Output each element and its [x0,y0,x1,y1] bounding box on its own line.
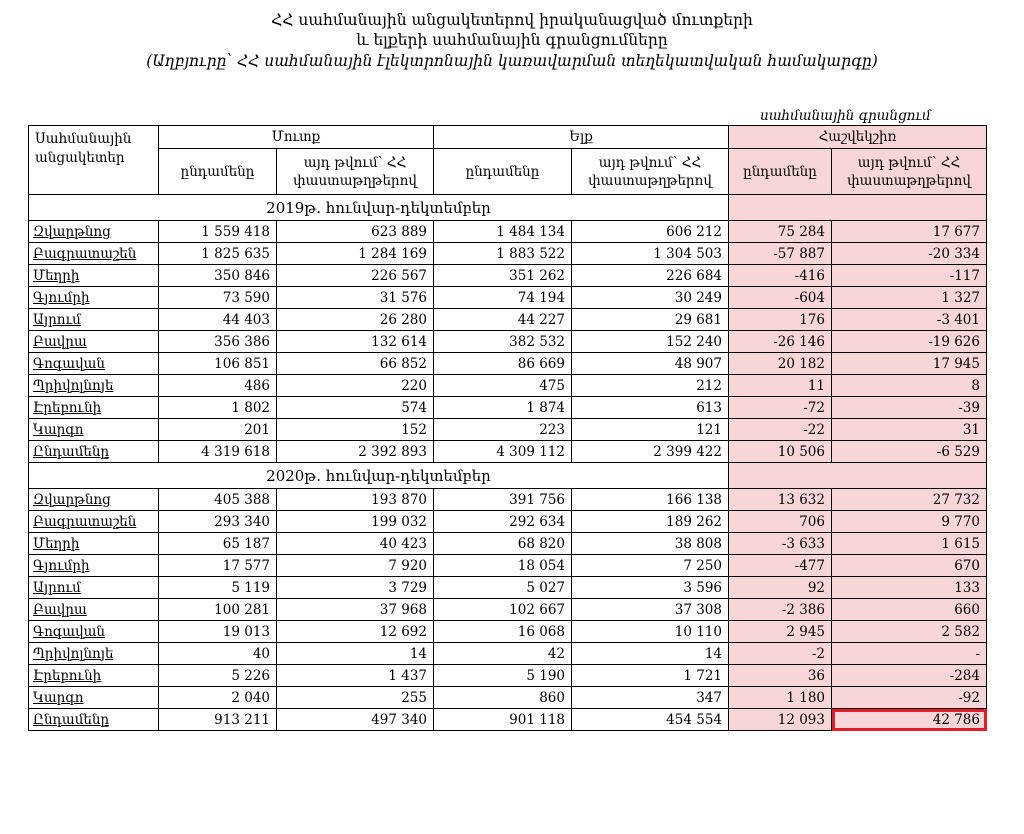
document-source-line: (Աղբյուրը՝ ՀՀ սահմանային էլեկտրոնային կառավարման տեղեկատվական համակարգը) [146,52,878,70]
entry-total-cell: 486 [159,375,277,397]
entry-total-cell: 100 281 [159,599,277,621]
exit-citizens-cell: 30 249 [572,287,729,309]
balance-total-cell: -22 [729,419,832,441]
entry-citizens-cell: 255 [277,687,434,709]
checkpoint-name: Զվարթնոց [29,221,159,243]
entry-citizens-cell: 226 567 [277,265,434,287]
exit-citizens-cell: 454 554 [572,709,729,731]
table-row [29,555,987,577]
exit-citizens-cell: 7 250 [572,555,729,577]
balance-citizens-cell: 42 786 [832,709,987,731]
balance-citizens-cell: 8 [832,375,987,397]
table-row [29,221,987,243]
table-row [29,577,987,599]
exit-total-cell: 74 194 [434,287,572,309]
exit-total-cell: 292 634 [434,511,572,533]
balance-citizens-cell: 27 732 [832,489,987,511]
entry-total-cell: 73 590 [159,287,277,309]
balance-citizens-cell: 9 770 [832,511,987,533]
entry-citizens-cell: 1 437 [277,665,434,687]
exit-citizens-cell: 152 240 [572,331,729,353]
entry-total-cell: 350 846 [159,265,277,287]
table-row [29,243,987,265]
balance-citizens-cell: -92 [832,687,987,709]
exit-total-cell: 901 118 [434,709,572,731]
checkpoint-name: Գյումրի [29,555,159,577]
checkpoint-name: Զվարթնոց [29,489,159,511]
entry-total-cell: 17 577 [159,555,277,577]
exit-citizens-cell: 166 138 [572,489,729,511]
entry-citizens-cell: 14 [277,643,434,665]
table-row [29,643,987,665]
checkpoint-name: Մեղրի [29,265,159,287]
balance-total-cell: 10 506 [729,441,832,463]
checkpoint-name: Բավրա [29,599,159,621]
balance-total-cell: -604 [729,287,832,309]
balance-total-cell: 75 284 [729,221,832,243]
balance-total-cell: 1 180 [729,687,832,709]
entry-citizens-cell: 2 392 893 [277,441,434,463]
col-header-exit: Ելք [434,126,729,149]
entry-total-cell: 5 226 [159,665,277,687]
entry-citizens-cell: 152 [277,419,434,441]
exit-total-cell: 223 [434,419,572,441]
balance-citizens-cell: 17 677 [832,221,987,243]
balance-total-cell: -416 [729,265,832,287]
balance-citizens-cell: - [832,643,987,665]
checkpoint-name: Գոգավան [29,353,159,375]
col-header-balance: Հաշվեկշիռ [729,126,987,149]
exit-citizens-cell: 613 [572,397,729,419]
checkpoint-name: Այրում [29,577,159,599]
table-row [29,687,987,709]
balance-total-cell: -26 146 [729,331,832,353]
balance-citizens-cell: 17 945 [832,353,987,375]
entry-total-cell: 5 119 [159,577,277,599]
balance-total-cell: -57 887 [729,243,832,265]
document-title-line-1: ՀՀ սահմանային անցակետերով իրականացված մուտքերի [271,11,753,29]
checkpoint-name: Ընդամենը [29,709,159,731]
subheader-exit-citizens: այդ թվում՝ ՀՀ փաստաթղթերով [572,149,729,195]
period-row [29,195,987,221]
entry-total-cell: 405 388 [159,489,277,511]
entry-citizens-cell: 220 [277,375,434,397]
entry-citizens-cell: 199 032 [277,511,434,533]
balance-citizens-cell: -6 529 [832,441,987,463]
table-row [29,419,987,441]
subheader-exit-total: ընդամենը [434,149,572,195]
balance-total-cell: -2 386 [729,599,832,621]
table-row [29,331,987,353]
checkpoint-name: Կարգո [29,419,159,441]
subheader-balance-citizens: այդ թվում՝ ՀՀ փաստաթղթերով [832,149,987,195]
balance-citizens-cell: 1 615 [832,533,987,555]
balance-total-cell: 20 182 [729,353,832,375]
checkpoint-name: Պրիվոլնոյե [29,375,159,397]
exit-total-cell: 68 820 [434,533,572,555]
exit-total-cell: 16 068 [434,621,572,643]
exit-total-cell: 382 532 [434,331,572,353]
table-row [29,309,987,331]
entry-citizens-cell: 574 [277,397,434,419]
entry-citizens-cell: 132 614 [277,331,434,353]
entry-total-cell: 1 825 635 [159,243,277,265]
exit-citizens-cell: 1 304 503 [572,243,729,265]
period-label: 2019թ. հունվար-դեկտեմբեր [29,195,729,221]
table-row [29,621,987,643]
exit-total-cell: 5 190 [434,665,572,687]
exit-total-cell: 1 484 134 [434,221,572,243]
balance-total-cell: 12 093 [729,709,832,731]
period-balance-fill [729,463,987,489]
entry-total-cell: 1 802 [159,397,277,419]
exit-total-cell: 1 874 [434,397,572,419]
checkpoint-name: Պրիվոլնոյե [29,643,159,665]
entry-citizens-cell: 7 920 [277,555,434,577]
table-row [29,265,987,287]
unit-note: սահմանային գրանցում [760,108,931,124]
subheader-entry-total: ընդամենը [159,149,277,195]
table-row [29,287,987,309]
exit-citizens-cell: 226 684 [572,265,729,287]
entry-total-cell: 19 013 [159,621,277,643]
exit-total-cell: 1 883 522 [434,243,572,265]
period-label: 2020թ. հունվար-դեկտեմբեր [29,463,729,489]
balance-citizens-cell: 31 [832,419,987,441]
exit-total-cell: 391 756 [434,489,572,511]
balance-citizens-cell: -20 334 [832,243,987,265]
balance-citizens-cell: 133 [832,577,987,599]
entry-total-cell: 913 211 [159,709,277,731]
balance-citizens-cell: -19 626 [832,331,987,353]
balance-total-cell: 706 [729,511,832,533]
entry-total-cell: 44 403 [159,309,277,331]
exit-total-cell: 475 [434,375,572,397]
period-row [29,463,987,489]
exit-citizens-cell: 1 721 [572,665,729,687]
border-registration-table [28,125,987,731]
col-header-entry: Մուտք [159,126,434,149]
balance-total-cell: 13 632 [729,489,832,511]
table-row [29,533,987,555]
balance-total-cell: -3 633 [729,533,832,555]
balance-total-cell: 92 [729,577,832,599]
checkpoint-name: Մեղրի [29,533,159,555]
balance-total-cell: -72 [729,397,832,419]
subheader-entry-citizens: այդ թվում՝ ՀՀ փաստաթղթերով [277,149,434,195]
table-row [29,489,987,511]
period-balance-fill [729,195,987,221]
exit-total-cell: 4 309 112 [434,441,572,463]
checkpoint-name: Բավրա [29,331,159,353]
exit-total-cell: 42 [434,643,572,665]
entry-citizens-cell: 12 692 [277,621,434,643]
entry-total-cell: 293 340 [159,511,277,533]
entry-total-cell: 2 040 [159,687,277,709]
balance-total-cell: -2 [729,643,832,665]
balance-total-cell: 2 945 [729,621,832,643]
entry-total-cell: 201 [159,419,277,441]
entry-total-cell: 4 319 618 [159,441,277,463]
checkpoint-name: Գոգավան [29,621,159,643]
checkpoint-name: Բագրատաշեն [29,511,159,533]
balance-total-cell: 36 [729,665,832,687]
entry-citizens-cell: 623 889 [277,221,434,243]
exit-citizens-cell: 29 681 [572,309,729,331]
exit-total-cell: 351 262 [434,265,572,287]
table-row [29,441,987,463]
entry-citizens-cell: 26 280 [277,309,434,331]
table-row [29,599,987,621]
entry-total-cell: 65 187 [159,533,277,555]
balance-citizens-cell: 1 327 [832,287,987,309]
balance-citizens-cell: 2 582 [832,621,987,643]
table-row [29,353,987,375]
balance-citizens-cell: -284 [832,665,987,687]
entry-citizens-cell: 37 968 [277,599,434,621]
exit-citizens-cell: 48 907 [572,353,729,375]
entry-citizens-cell: 497 340 [277,709,434,731]
table-row [29,511,987,533]
exit-citizens-cell: 37 308 [572,599,729,621]
document-title-line-2: և ելքերի սահմանային գրանցումները [356,31,668,49]
exit-citizens-cell: 121 [572,419,729,441]
checkpoint-name: Գյումրի [29,287,159,309]
balance-citizens-cell: -3 401 [832,309,987,331]
entry-citizens-cell: 1 284 169 [277,243,434,265]
table-row [29,665,987,687]
checkpoint-name: Բագրատաշեն [29,243,159,265]
exit-citizens-cell: 189 262 [572,511,729,533]
entry-citizens-cell: 40 423 [277,533,434,555]
checkpoint-name: Կարգո [29,687,159,709]
exit-citizens-cell: 38 808 [572,533,729,555]
entry-citizens-cell: 31 576 [277,287,434,309]
exit-citizens-cell: 212 [572,375,729,397]
checkpoint-name: Ընդամենը [29,441,159,463]
col-header-checkpoints: Սահմանային անցակետեր [29,126,159,195]
balance-citizens-cell: -117 [832,265,987,287]
table-row [29,397,987,419]
table-row [29,709,987,731]
balance-citizens-cell: 670 [832,555,987,577]
balance-total-cell: -477 [729,555,832,577]
balance-citizens-cell: -39 [832,397,987,419]
exit-total-cell: 860 [434,687,572,709]
balance-total-cell: 11 [729,375,832,397]
exit-total-cell: 102 667 [434,599,572,621]
exit-total-cell: 5 027 [434,577,572,599]
entry-citizens-cell: 66 852 [277,353,434,375]
entry-citizens-cell: 193 870 [277,489,434,511]
table-row [29,375,987,397]
checkpoint-name: Այրում [29,309,159,331]
exit-total-cell: 86 669 [434,353,572,375]
checkpoint-name: Էրեբունի [29,397,159,419]
entry-total-cell: 40 [159,643,277,665]
exit-total-cell: 18 054 [434,555,572,577]
exit-citizens-cell: 606 212 [572,221,729,243]
entry-total-cell: 1 559 418 [159,221,277,243]
exit-citizens-cell: 3 596 [572,577,729,599]
balance-total-cell: 176 [729,309,832,331]
checkpoint-name: Էրեբունի [29,665,159,687]
entry-citizens-cell: 3 729 [277,577,434,599]
entry-total-cell: 356 386 [159,331,277,353]
exit-citizens-cell: 2 399 422 [572,441,729,463]
balance-citizens-cell: 660 [832,599,987,621]
exit-citizens-cell: 14 [572,643,729,665]
exit-total-cell: 44 227 [434,309,572,331]
exit-citizens-cell: 10 110 [572,621,729,643]
subheader-balance-total: ընդամենը [729,149,832,195]
entry-total-cell: 106 851 [159,353,277,375]
exit-citizens-cell: 347 [572,687,729,709]
